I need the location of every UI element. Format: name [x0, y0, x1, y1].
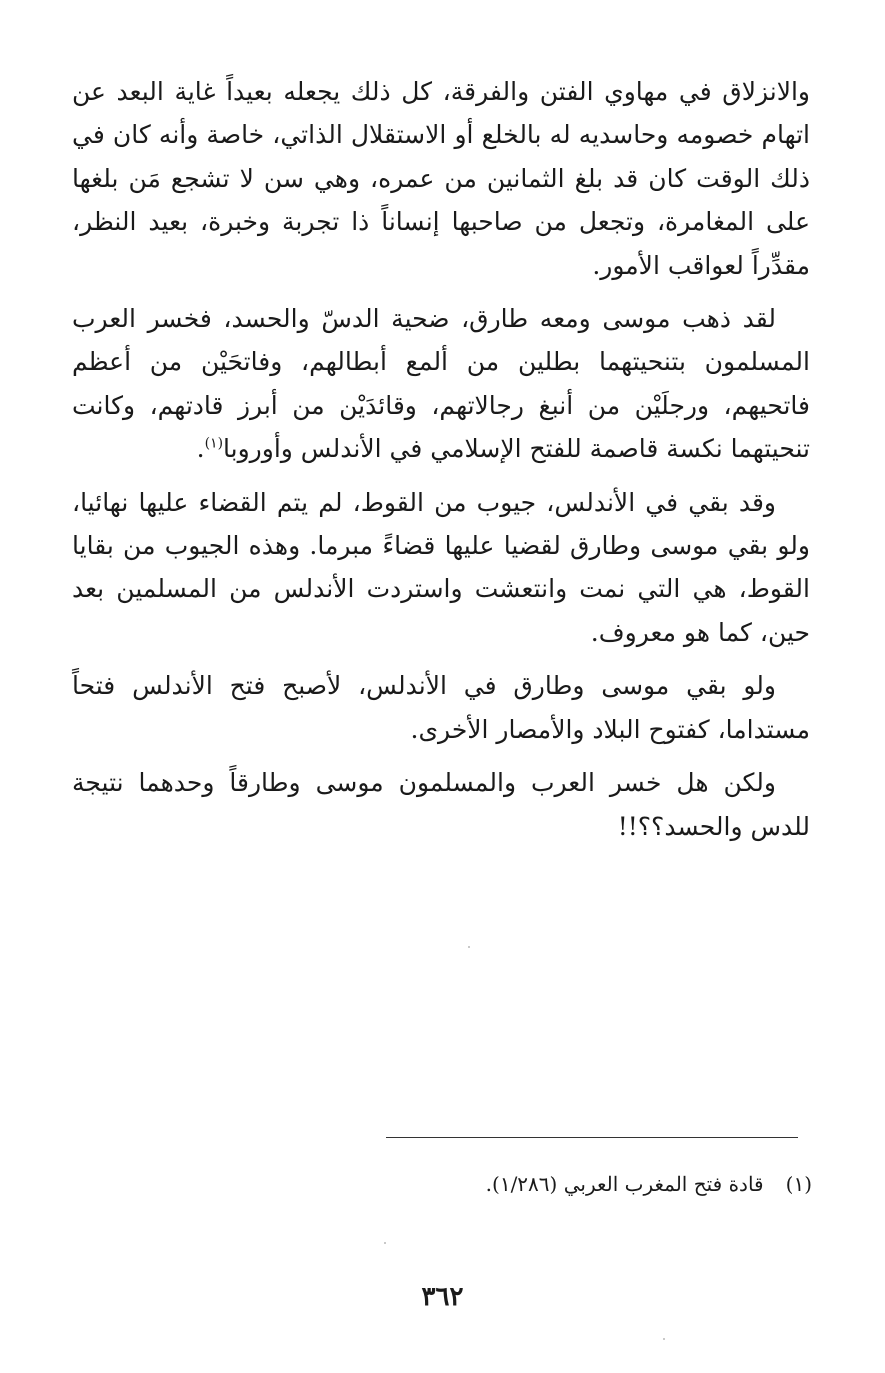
footnote	[72, 1170, 812, 1198]
paragraph-2: لقد ذهب موسى ومعه طارق، ضحية الدسّ والحسد، فخسر العرب المسلمون بتنحيتهما بطلين من ألمع أبطالهم، وفاتحَيْن من أعظم فاتحيهم، ورجلَيْن من أنبغ رجالاتهم، وقائدَيْن من أبرز قادتهم، وكانت تنحيتهما نكسة قاصمة للفتح الإسلامي في الأندلس وأوروبا$^{(١)}$.	[72, 304, 810, 464]
footnote-reference: (١)	[204, 435, 224, 452]
paragraph-3: وقد بقي في الأندلس، جيوب من القوط، لم يتم القضاء عليها نهائيا، ولو بقي موسى وطارق لقضيا عليها قضاءً مبرما. وهذه الجيوب من بقايا القوط، هي التي نمت وانتعشت واستردت الأندلس من المسلمين بعد حين، كما هو معروف.	[72, 487, 810, 647]
page-number: ٣٦٢	[421, 1282, 464, 1312]
scan-speck	[468, 946, 470, 948]
scan-speck	[384, 1242, 386, 1244]
paragraph-1: والانزلاق في مهاوي الفتن والفرقة، كل ذلك يجعله بعيداً غاية البعد عن اتهام خصومه وحاسديه له بالخلع أو الاستقلال الذاتي، خاصة وأنه كان في ذلك الوقت كان قد بلغ الثمانين من عمره، وهي سن لا تشجع مَن بلغها على المغامرة، وتجعل من صاحبها إنساناً ذا تجربة وخبرة، بعيد النظر، مقدِّراً لعواقب الأمور.	[72, 77, 810, 280]
footnote-text: قادة فتح المغرب العربي (١/٢٨٦).	[485, 1172, 764, 1196]
footnote-separator	[386, 1137, 798, 1138]
paragraph-5: ولكن هل خسر العرب والمسلمون موسى وطارقاً وحدهما نتيجة للدس والحسد؟؟!!	[72, 768, 810, 841]
main-text	[72, 70, 810, 858]
footnote-number: (١)	[785, 1172, 812, 1196]
scan-speck	[663, 1338, 665, 1340]
paragraph-4: ولو بقي موسى وطارق في الأندلس، لأصبح فتح الأندلس فتحاً مستداما، كفتوح البلاد والأمصار الأخرى.	[72, 671, 810, 744]
